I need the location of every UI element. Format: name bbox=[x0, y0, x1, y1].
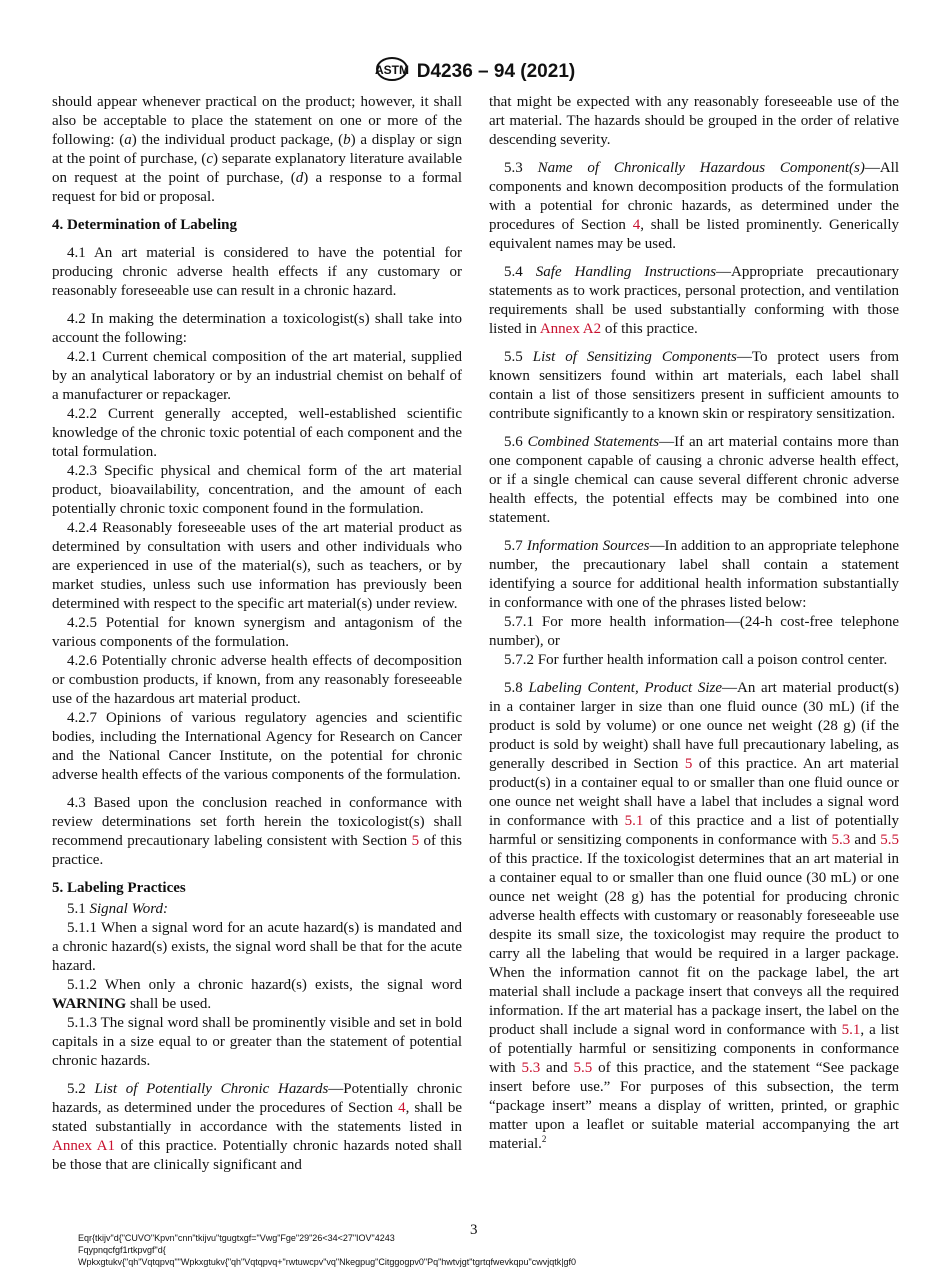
paragraph bbox=[52, 93, 462, 207]
text-run: of this practice. An art material product(s) in a container equal to or smaller than one fluid ounce or one ounce net weight shall have a label that includes a signal word in conformance with bbox=[489, 756, 900, 829]
text-run: —An art material product(s) in a container larger in size than one fluid ounce (30 mL) (if the product is sold by volume) or one ounce net weight (28 g) (if the product is sold by weight) shall have full precautionary labeling, as generally described in Section bbox=[489, 680, 900, 772]
text-run: 5.7.1 For more health information—(24-h cost-free telephone number), or bbox=[489, 614, 899, 649]
cross-reference-link[interactable]: Annex A2 bbox=[539, 321, 602, 337]
text-run: 4.2.1 Current chemical composition of the art material, supplied by an analytical laboratory or by an industrial chemist on behalf of a manufacturer or repackager. bbox=[52, 349, 462, 403]
text-run: should appear whenever practical on the product; however, it shall also be acceptable to place the statement on one or more of the following: ( bbox=[52, 94, 462, 148]
text-run: 5.2 bbox=[67, 1081, 95, 1097]
text-run: d bbox=[295, 170, 304, 186]
text-run: of this practice. If the toxicologist determines that an art material in a container equal to or smaller than one fluid ounce (30 mL) or one ounce net weight (28 g) has the potential for producing chronic adverse health effects with customary or reasonably foreseeable use despite its small size, the toxicologist may require the product to carry all the labeling that would be required in a larger package. When the information cannot fit on the package label, the art material shall include a package insert that conveys all the required information. If the art material has a package insert, the label on the product shall include a signal word in conformance with bbox=[489, 851, 899, 1038]
standard-designation: D4236 – 94 (2021) bbox=[416, 61, 576, 83]
cross-reference-link[interactable]: 5 bbox=[684, 756, 693, 772]
text-run: b bbox=[343, 132, 351, 148]
text-run: 5.4 bbox=[504, 264, 536, 280]
text-run: 5.1 bbox=[67, 901, 90, 917]
text-run: 4.2.3 Specific physical and chemical form of the art material product, bioavailability, concentration, and the amount of each potentially chronic toxic component found in the formulation. bbox=[52, 463, 462, 517]
text-run: List of Potentially Chronic Hazards bbox=[94, 1081, 329, 1097]
text-run: Name of Chronically Hazardous Component(s) bbox=[537, 160, 865, 176]
text-run: and bbox=[540, 1060, 574, 1076]
cross-reference-link[interactable]: 5.3 bbox=[521, 1060, 541, 1076]
text-run: WARNING bbox=[52, 996, 127, 1012]
footnote-ref: 2 bbox=[541, 1134, 547, 1144]
page-number: 3 bbox=[470, 1222, 478, 1238]
text-run: of this practice. Potentially chronic hazards noted shall be those that are clinically significant and bbox=[52, 1138, 463, 1173]
text-run: shall be used. bbox=[126, 996, 212, 1012]
text-run: 5. Labeling Practices bbox=[52, 880, 186, 896]
paragraph bbox=[52, 919, 462, 976]
paragraph bbox=[52, 405, 462, 462]
text-run: —If an art material contains more than one component capable of causing a chronic adverse health effect, or if a single chemical can cause several different chronic adverse health effects, the potential effects may be combined into one statement. bbox=[489, 434, 899, 526]
paragraph bbox=[52, 900, 462, 919]
footer-line: Wpkxgtukv{"qh"Vqtqpvq""Wpkxgtukv{"qh"Vqtqpvq+"rwtuwcpv"vq"Nkegpug"Citggogpv0"Pq"hwtvjgt"tgrtqfwevkqpu"cwvjqtk|gf0 bbox=[78, 1257, 577, 1267]
astm-logo bbox=[375, 56, 409, 88]
text-run: ) separate explanatory literature available on request at the point of purchase, ( bbox=[52, 151, 462, 186]
text-run: 5.1.3 The signal word shall be prominently visible and set in bold capitals in a size equal to or greater than the statement of potential chronic hazards. bbox=[52, 1015, 462, 1069]
paragraph bbox=[52, 614, 462, 652]
paragraph bbox=[52, 519, 462, 614]
text-run: 4.2.4 Reasonably foreseeable uses of the art material product as determined by consultation with users and other individuals who are experienced in use of the material(s), such as teachers, or by market studies, unless such use information has previously been determined with respect to the specific art material(s) under review. bbox=[52, 520, 462, 612]
text-run: a bbox=[124, 132, 132, 148]
svg-text:ASTM: ASTM bbox=[374, 63, 409, 77]
paragraph bbox=[489, 679, 899, 1154]
text-run: of this practice. bbox=[601, 321, 698, 337]
text-run: 5.1.1 When a signal word for an acute hazard(s) is mandated and a chronic hazard(s) exists, the signal word shall be that for the acute hazard. bbox=[52, 920, 462, 974]
text-run: ) a response to a formal request for bid or proposal. bbox=[52, 170, 462, 205]
paragraph bbox=[489, 93, 899, 150]
text-run: , shall be listed prominently. Generically equivalent names may be used. bbox=[489, 217, 900, 252]
paragraph bbox=[489, 263, 899, 339]
cross-reference-link[interactable]: 5.5 bbox=[573, 1060, 593, 1076]
paragraph bbox=[52, 244, 462, 301]
text-run: , shall be stated substantially in accordance with the statements listed in bbox=[52, 1100, 462, 1135]
text-run: ) a display or sign at the point of purchase, ( bbox=[52, 132, 463, 167]
text-run: 4.2.5 Potential for known synergism and antagonism of the various components of the formulation. bbox=[52, 615, 462, 650]
paragraph bbox=[489, 613, 899, 651]
text-run: c bbox=[206, 151, 213, 167]
text-run: 5.1.2 When only a chronic hazard(s) exists, the signal word bbox=[67, 977, 462, 993]
text-run: 5.3 bbox=[504, 160, 538, 176]
text-run: 4.2.7 Opinions of various regulatory agencies and scientific bodies, including the International Agency for Research on Cancer and the National Cancer Institute, on the potential for chronic adverse health effects of the various components of the formulation. bbox=[52, 710, 462, 783]
license-footer bbox=[78, 1232, 576, 1268]
text-run: of this practice and a list of potentially harmful or sensitizing components in conformance with bbox=[489, 813, 900, 848]
cross-reference-link[interactable]: 5 bbox=[411, 833, 420, 849]
paragraph bbox=[52, 348, 462, 405]
left-column bbox=[52, 93, 462, 1175]
section-heading bbox=[52, 879, 462, 898]
cross-reference-link[interactable]: 5.1 bbox=[624, 813, 644, 829]
text-run: Labeling Content, Product Size bbox=[528, 680, 723, 696]
cross-reference-link[interactable]: 5.5 bbox=[880, 832, 899, 848]
right-column bbox=[489, 93, 899, 1154]
paragraph bbox=[52, 794, 462, 870]
paragraph bbox=[52, 310, 462, 348]
page-header bbox=[0, 56, 950, 88]
text-run: ) the individual product package, ( bbox=[131, 132, 344, 148]
text-run: 4. Determination of Labeling bbox=[52, 217, 237, 233]
text-run: —In addition to an appropriate telephone number, the precautionary label shall contain a statement identifying a source for additional health information substantially in conformance with one of the phrases listed below: bbox=[489, 538, 899, 611]
section-heading bbox=[52, 216, 462, 235]
text-run: 4.2 In making the determination a toxicologist(s) shall take into account the following: bbox=[52, 311, 462, 346]
text-run: 4.3 Based upon the conclusion reached in conformance with review determinations set forth herein the toxicologist(s) shall recommend precautionary labeling consistent with Section bbox=[52, 795, 462, 849]
footer-line: Fqypnqcfgf1rtkpvgf"d{ bbox=[78, 1245, 166, 1255]
text-run: 5.7.2 For further health information call a poison control center. bbox=[504, 652, 888, 668]
paragraph bbox=[489, 651, 899, 670]
text-run: Safe Handling Instructions bbox=[535, 264, 717, 280]
text-run: Information Sources bbox=[526, 538, 650, 554]
cross-reference-link[interactable]: 4 bbox=[632, 217, 641, 233]
paragraph bbox=[489, 159, 899, 254]
text-run: , a list of potentially harmful or sensitizing components in conformance with bbox=[489, 1022, 900, 1076]
text-run: Signal Word: bbox=[89, 901, 168, 917]
paragraph bbox=[52, 1080, 462, 1175]
paragraph bbox=[52, 976, 462, 1014]
cross-reference-link[interactable]: 5.1 bbox=[841, 1022, 861, 1038]
cross-reference-link[interactable]: 4 bbox=[398, 1100, 406, 1116]
text-run: 4.2.6 Potentially chronic adverse health effects of decomposition or combustion products, if known, from any reasonably foreseeable use of the hazardous art material product. bbox=[52, 653, 462, 707]
text-run: Combined Statements bbox=[527, 434, 660, 450]
text-run: List of Sensitizing Components bbox=[532, 349, 737, 365]
text-run: —To protect users from known sensitizers found within art materials, each label shall contain a list of those sensitizers present in sufficient amounts to contribute significantly to a known skin or respiratory sensitization. bbox=[489, 349, 900, 422]
text-run: that might be expected with any reasonably foreseeable use of the art material. The hazards should be grouped in the order of relative descending severity. bbox=[489, 94, 899, 148]
cross-reference-link[interactable]: Annex A1 bbox=[52, 1138, 116, 1154]
text-run: of this practice, and the statement “See package insert before use.” For purposes of this subsection, the term “package insert” means a display of written, printed, or graphic matter upon a leaflet or suitable material accompanying the art material. bbox=[489, 1060, 899, 1152]
paragraph bbox=[489, 348, 899, 424]
text-run: —Appropriate precautionary statements as to work practices, personal protection, and ventilation requirements shall be used substantially conforming with those listed in bbox=[489, 264, 899, 337]
paragraph bbox=[52, 1014, 462, 1071]
text-run: 5.5 bbox=[504, 349, 533, 365]
text-run: —Potentially chronic hazards, as determined under the procedures of Section bbox=[52, 1081, 462, 1116]
paragraph bbox=[52, 462, 462, 519]
paragraph bbox=[489, 537, 899, 613]
paragraph bbox=[52, 652, 462, 709]
text-run: 4.1 An art material is considered to have the potential for producing chronic adverse health effects if any customary or reasonably foreseeable use can result in a chronic hazard. bbox=[52, 245, 462, 299]
text-run: 5.7 bbox=[504, 538, 527, 554]
text-run: 5.6 bbox=[504, 434, 528, 450]
cross-reference-link[interactable]: 5.3 bbox=[831, 832, 851, 848]
footer-line: Eqr{tkijv"d{"CUVO"Kpvn"cnn"tkijvu"tgugtxgf="Vwg"Fge"29"26<34<27"IOV"4243 bbox=[78, 1233, 395, 1243]
text-run: —All components and known decomposition products of the formulation with a potential for chronic hazards, as determined under the procedures of Section bbox=[489, 160, 900, 233]
paragraph bbox=[52, 709, 462, 785]
paragraph bbox=[489, 433, 899, 528]
text-run: and bbox=[850, 832, 881, 848]
text-run: 4.2.2 Current generally accepted, well-established scientific knowledge of the chronic toxic potential of each component and the total formulation. bbox=[52, 406, 462, 460]
text-run: 5.8 bbox=[504, 680, 529, 696]
text-run: of this practice. bbox=[52, 833, 463, 868]
